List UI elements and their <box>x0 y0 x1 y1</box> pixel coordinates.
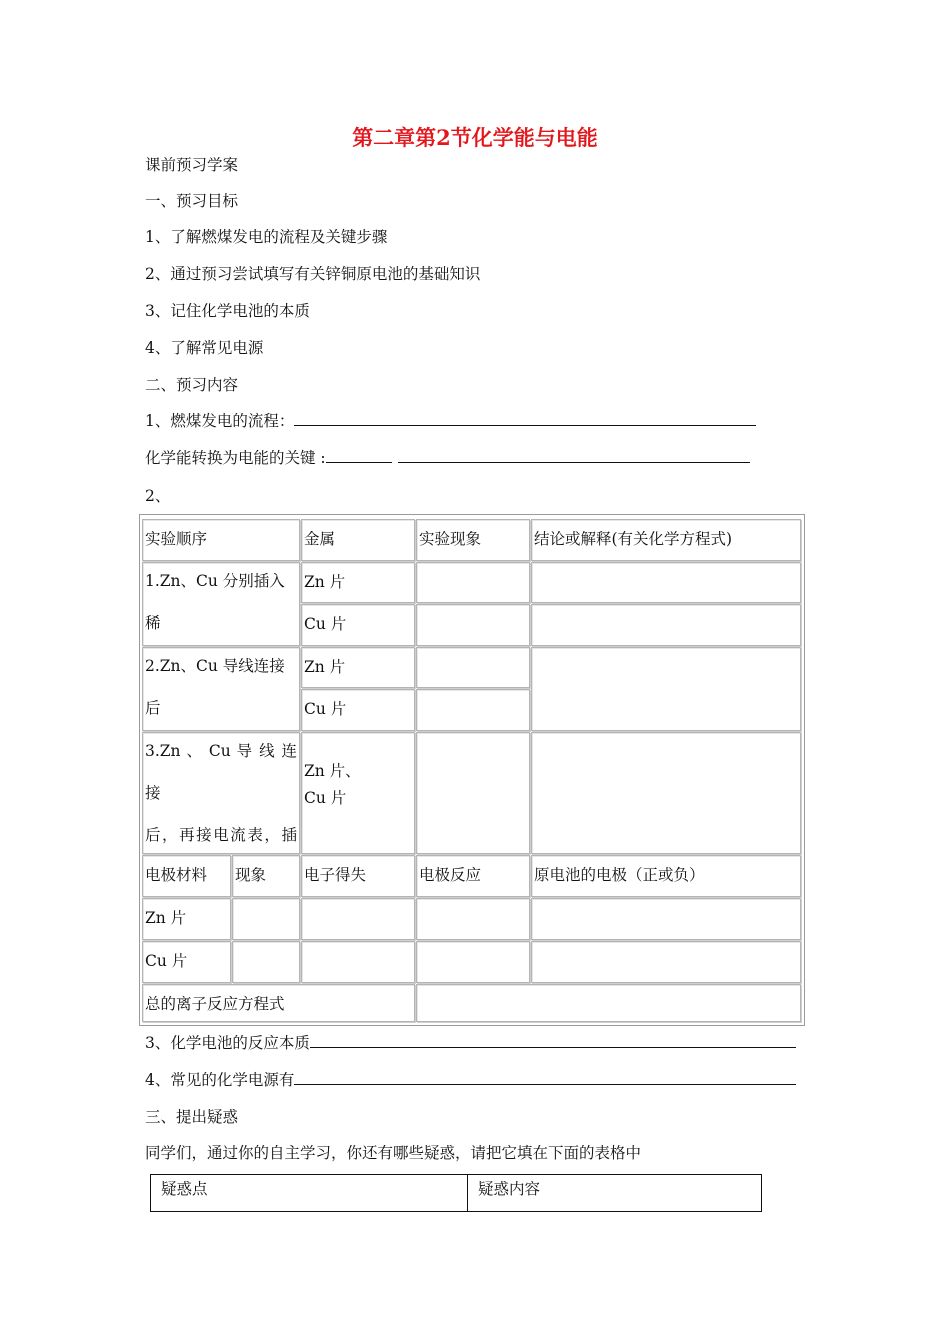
answer-cell[interactable] <box>531 941 801 983</box>
section2-heading: 二、预习内容 <box>145 376 239 394</box>
page-title: 第二章第2节化学能与电能 <box>352 125 598 150</box>
table-header-cell: 金属 <box>301 519 415 561</box>
answer-cell[interactable] <box>301 941 415 983</box>
question-2-label: 2、 <box>145 487 171 505</box>
table-cell: 3.Zn 、 Cu 导 线 连 接 后，再接电流表，插 <box>142 732 300 854</box>
answer-cell[interactable] <box>531 898 801 940</box>
table-header-cell: 电极材料 <box>142 855 231 897</box>
answer-cell[interactable] <box>416 984 801 1022</box>
question-1 <box>145 409 756 431</box>
answer-blank[interactable] <box>326 448 392 463</box>
objective-item: 2、通过预习尝试填写有关锌铜原电池的基础知识 <box>145 265 481 283</box>
section3-heading: 三、提出疑惑 <box>145 1108 239 1126</box>
table-header-cell: 疑惑内容 <box>478 1180 541 1198</box>
answer-cell[interactable] <box>301 898 415 940</box>
answer-blank[interactable] <box>294 411 756 426</box>
table-header-cell: 电极反应 <box>416 855 530 897</box>
answer-cell[interactable] <box>531 647 801 731</box>
table-cell: Cu 片 <box>301 689 415 731</box>
table-header-cell: 现象 <box>232 855 300 897</box>
table-cell: 总的离子反应方程式 <box>142 984 415 1022</box>
table-header-cell: 疑惑点 <box>161 1180 208 1198</box>
subtitle: 课前预习学案 <box>145 156 239 174</box>
table-cell: Zn 片 <box>142 898 231 940</box>
question-3-label: 3、化学电池的反应本质 <box>145 1034 310 1052</box>
objective-item: 3、记住化学电池的本质 <box>145 302 310 320</box>
table-cell: Zn 片 <box>301 562 415 603</box>
question-1-label: 1、燃煤发电的流程： <box>145 412 295 430</box>
answer-cell[interactable] <box>531 732 801 854</box>
question-1b-label: 化学能转换为电能的关键 : <box>145 449 326 467</box>
answer-cell[interactable] <box>416 562 530 603</box>
question-4-label: 4、常见的化学电源有 <box>145 1071 295 1089</box>
answer-cell[interactable] <box>416 647 530 688</box>
answer-cell[interactable] <box>531 604 801 646</box>
answer-blank[interactable] <box>294 1070 796 1085</box>
answer-cell[interactable] <box>232 941 300 983</box>
objective-item: 4、了解常见电源 <box>145 339 264 357</box>
answer-cell[interactable] <box>416 689 530 731</box>
question-4 <box>145 1068 796 1090</box>
table-cell: 2.Zn、Cu 导线连接后 <box>142 647 300 731</box>
answer-cell[interactable] <box>531 562 801 603</box>
answer-cell[interactable] <box>232 898 300 940</box>
table-cell: Cu 片 <box>301 604 415 646</box>
answer-cell[interactable] <box>416 604 530 646</box>
answer-cell[interactable] <box>416 941 530 983</box>
table-cell: Zn 片、 Cu 片 <box>301 732 415 854</box>
table-cell: Cu 片 <box>142 941 231 983</box>
table-header-cell: 实验顺序 <box>142 519 300 561</box>
question-1b <box>145 446 750 468</box>
table-header-cell: 实验现象 <box>416 519 530 561</box>
table-cell: 1.Zn、Cu 分别插入稀 <box>142 562 300 646</box>
answer-blank[interactable] <box>398 448 750 463</box>
experiment-table <box>139 514 805 1026</box>
answer-cell[interactable] <box>416 732 530 854</box>
answer-blank[interactable] <box>310 1033 796 1048</box>
question-3 <box>145 1031 796 1053</box>
table-header-cell: 原电池的电极（正或负） <box>531 855 801 897</box>
table-header-cell: 结论或解释(有关化学方程式) <box>531 519 801 561</box>
section1-heading: 一、预习目标 <box>145 192 239 210</box>
doubts-table <box>150 1174 762 1212</box>
table-cell: Zn 片 <box>301 647 415 688</box>
section3-intro: 同学们，通过你的自主学习，你还有哪些疑惑，请把它填在下面的表格中 <box>145 1144 642 1162</box>
table-header-cell: 电子得失 <box>301 855 415 897</box>
objective-item: 1、了解燃煤发电的流程及关键步骤 <box>145 228 388 246</box>
answer-cell[interactable] <box>416 898 530 940</box>
